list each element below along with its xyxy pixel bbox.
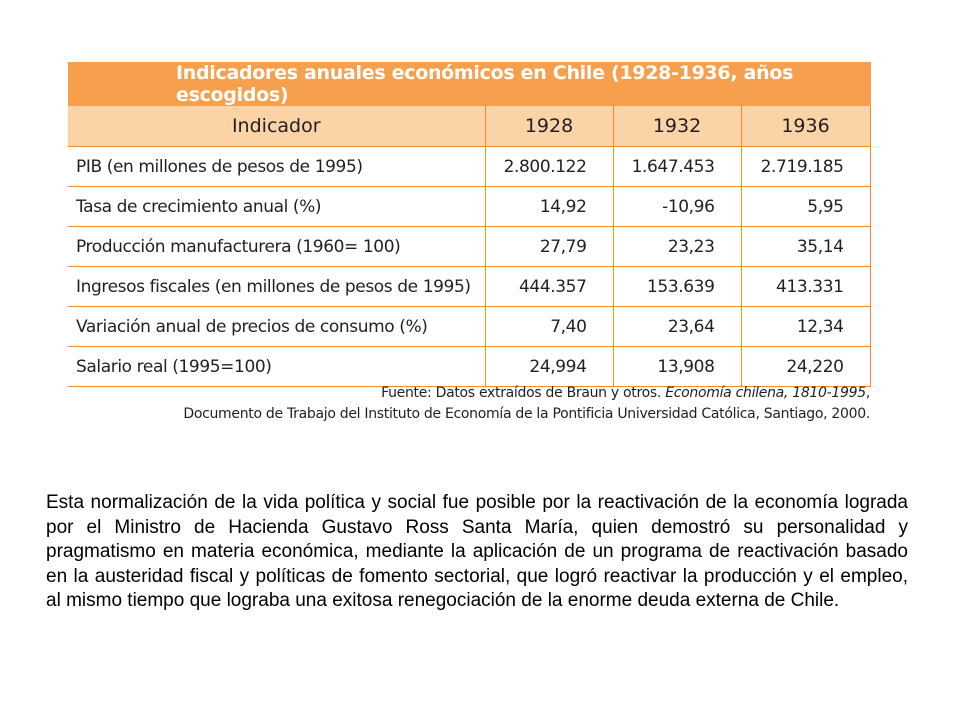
cell-1928: 2.800.122 [485, 147, 613, 187]
table-row [68, 147, 870, 187]
indicators-table [68, 62, 871, 387]
cell-1936: 5,95 [741, 187, 870, 227]
cell-1932: 13,908 [613, 347, 741, 387]
table-row [68, 227, 870, 267]
row-label: Ingresos fiscales (en millones de pesos de 1995) [68, 267, 485, 307]
cell-1928: 14,92 [485, 187, 613, 227]
column-header-indicador: Indicador [68, 106, 485, 147]
cell-1932: 153.639 [613, 267, 741, 307]
cell-1932: 1.647.453 [613, 147, 741, 187]
column-header-1936: 1936 [741, 106, 870, 147]
cell-1936: 24,220 [741, 347, 870, 387]
source-suffix: , [865, 385, 870, 401]
cell-1936: 35,14 [741, 227, 870, 267]
column-header-1932: 1932 [613, 106, 741, 147]
row-label: Salario real (1995=100) [68, 347, 485, 387]
cell-1928: 24,994 [485, 347, 613, 387]
source-line-2: Documento de Trabajo del Instituto de Economía de la Pontificia Universidad Católica, Santiago, 2000. [183, 406, 870, 422]
row-label: Tasa de crecimiento anual (%) [68, 187, 485, 227]
table-row [68, 347, 870, 387]
table-row [68, 187, 870, 227]
column-header-1928: 1928 [485, 106, 613, 147]
cell-1936: 2.719.185 [741, 147, 870, 187]
table-header-row [68, 106, 870, 147]
table-row [68, 267, 870, 307]
row-label: PIB (en millones de pesos de 1995) [68, 147, 485, 187]
cell-1928: 444.357 [485, 267, 613, 307]
cell-1936: 413.331 [741, 267, 870, 307]
cell-1928: 27,79 [485, 227, 613, 267]
source-title-italic: Economía chilena, 1810-1995 [665, 385, 866, 401]
table-title: Indicadores anuales económicos en Chile (1928-1936, años escogidos) [68, 62, 870, 106]
row-label: Variación anual de precios de consumo (%) [68, 307, 485, 347]
source-line-1 [183, 383, 870, 404]
row-label: Producción manufacturera (1960= 100) [68, 227, 485, 267]
source-prefix: Fuente: Datos extraídos de Braun y otros. [381, 385, 666, 401]
indicators-table-container [68, 62, 870, 387]
cell-1932: 23,64 [613, 307, 741, 347]
body-paragraph: Esta normalización de la vida política y social fue posible por la reactivación de la economía lograda por el Ministro de Hacienda Gustavo Ross Santa María, quien demostró su personalidad y pragmatismo en materia económica, mediante la aplicación de un programa de reactivación basado en la austeridad fiscal y políticas de fomento sectorial, que logró reactivar la producción y el empleo, al mismo tiempo que lograba una exitosa renegociación de la enorme deuda externa de Chile. [46, 492, 908, 611]
cell-1932: 23,23 [613, 227, 741, 267]
cell-1936: 12,34 [741, 307, 870, 347]
cell-1928: 7,40 [485, 307, 613, 347]
source-citation [183, 383, 870, 425]
cell-1932: -10,96 [613, 187, 741, 227]
table-row [68, 307, 870, 347]
